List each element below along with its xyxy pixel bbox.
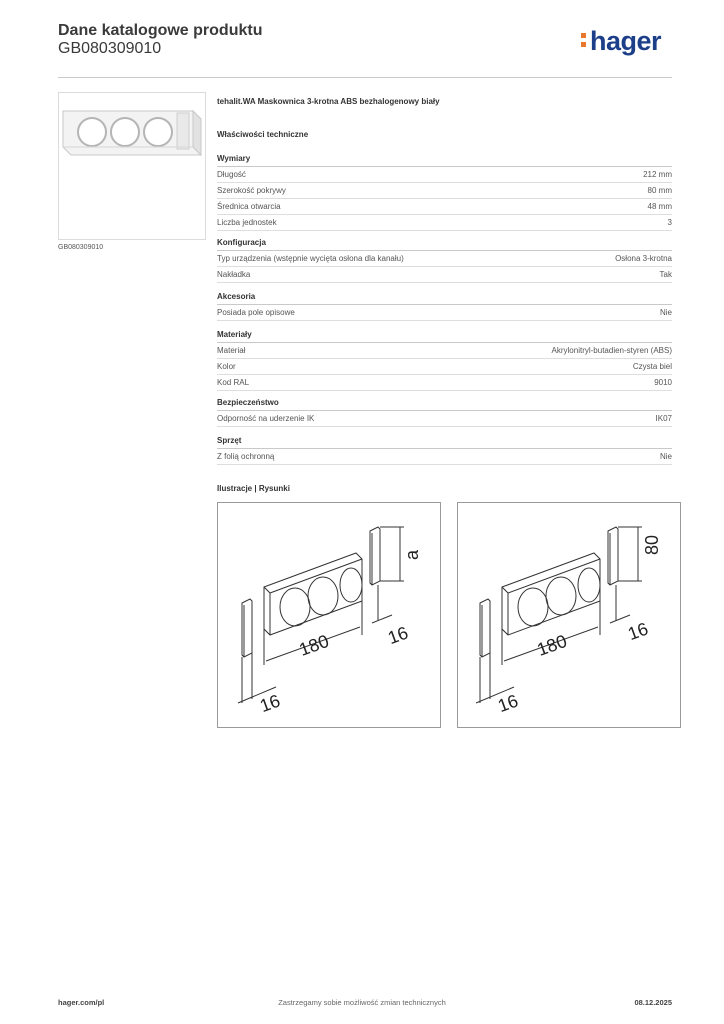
row-value: 212 mm bbox=[643, 170, 672, 179]
table-row bbox=[217, 183, 672, 199]
document-title: Dane katalogowe produktu bbox=[58, 22, 263, 39]
row-value: 48 mm bbox=[647, 202, 672, 211]
footer-date: 08.12.2025 bbox=[634, 998, 672, 1007]
section-dimensions bbox=[217, 152, 672, 231]
section-safety bbox=[217, 396, 672, 427]
row-label: Długość bbox=[217, 170, 246, 179]
row-label: Szerokość pokrywy bbox=[217, 186, 286, 195]
row-label: Kolor bbox=[217, 362, 236, 371]
header-divider bbox=[58, 77, 672, 78]
row-value: IK07 bbox=[655, 414, 672, 423]
table-row bbox=[217, 199, 672, 215]
row-value: Nie bbox=[659, 452, 672, 461]
footer-disclaimer: Zastrzegamy sobie możliwość zmian technicznych bbox=[278, 998, 446, 1007]
table-row bbox=[217, 267, 672, 283]
illustrations-heading: Ilustracje | Rysunki bbox=[217, 484, 290, 493]
section-heading: Sprzęt bbox=[217, 434, 672, 449]
row-value: Nie bbox=[659, 308, 672, 317]
hager-logo bbox=[590, 26, 661, 56]
section-configuration bbox=[217, 236, 672, 283]
row-value: Akrylonitryl-butadien-styren (ABS) bbox=[551, 346, 672, 355]
row-label: Odporność na uderzenie IK bbox=[217, 414, 315, 423]
row-value: 3 bbox=[667, 218, 672, 227]
row-label: Kod RAL bbox=[217, 378, 250, 387]
table-row bbox=[217, 375, 672, 391]
product-image bbox=[58, 92, 206, 240]
technical-drawing-1 bbox=[217, 502, 441, 728]
section-heading: Wymiary bbox=[217, 152, 672, 167]
row-label: Z folią ochronną bbox=[217, 452, 275, 461]
table-row bbox=[217, 305, 672, 321]
row-label: Posiada pole opisowe bbox=[217, 308, 295, 317]
row-value: 80 mm bbox=[647, 186, 672, 195]
dimension-drawing bbox=[458, 503, 680, 727]
row-value: 9010 bbox=[654, 378, 672, 387]
section-materials bbox=[217, 328, 672, 391]
row-value: Osłona 3-krotna bbox=[615, 254, 672, 263]
section-hardware bbox=[217, 434, 672, 465]
section-accessories bbox=[217, 290, 672, 321]
dimension-label-length: 180 bbox=[296, 630, 332, 660]
dimension-label-right-side: 16 bbox=[625, 618, 651, 645]
row-value: Czysta biel bbox=[632, 362, 672, 371]
footer-website-link[interactable]: hager.com/pl bbox=[58, 998, 105, 1007]
table-row bbox=[217, 343, 672, 359]
product-name: tehalit.WA Maskownica 3-krotna ABS bezhalogenowy biały bbox=[217, 97, 440, 106]
section-heading: Akcesoria bbox=[217, 290, 672, 305]
table-row bbox=[217, 251, 672, 267]
section-heading: Bezpieczeństwo bbox=[217, 396, 672, 411]
row-label: Liczba jednostek bbox=[217, 218, 277, 227]
cover-plate-illustration bbox=[59, 93, 205, 239]
properties-heading: Właściwości techniczne bbox=[217, 130, 309, 139]
section-heading: Konfiguracja bbox=[217, 236, 672, 251]
logo-text: hager bbox=[590, 26, 662, 56]
product-code: GB080309010 bbox=[58, 40, 162, 57]
dimension-label-height: a bbox=[402, 549, 422, 561]
dimension-label-left-side: 16 bbox=[257, 690, 283, 717]
table-row bbox=[217, 167, 672, 183]
table-row bbox=[217, 411, 672, 427]
row-label: Typ urządzenia (wstępnie wycięta osłona dla kanału) bbox=[217, 254, 404, 263]
product-image-caption: GB080309010 bbox=[58, 244, 104, 251]
logo-dots-icon bbox=[581, 33, 586, 51]
technical-drawing-2 bbox=[457, 502, 681, 728]
table-row bbox=[217, 359, 672, 375]
dimension-label-right-side: 16 bbox=[385, 622, 411, 649]
row-label: Materiał bbox=[217, 346, 246, 355]
section-heading: Materiały bbox=[217, 328, 672, 343]
dimension-label-left-side: 16 bbox=[495, 690, 521, 717]
row-label: Średnica otwarcia bbox=[217, 202, 281, 211]
row-value: Tak bbox=[659, 270, 672, 279]
table-row bbox=[217, 449, 672, 465]
dimension-label-length: 180 bbox=[534, 630, 570, 660]
table-row bbox=[217, 215, 672, 231]
dimension-drawing bbox=[218, 503, 440, 727]
dimension-label-height: 80 bbox=[642, 534, 662, 556]
row-label: Nakładka bbox=[217, 270, 251, 279]
